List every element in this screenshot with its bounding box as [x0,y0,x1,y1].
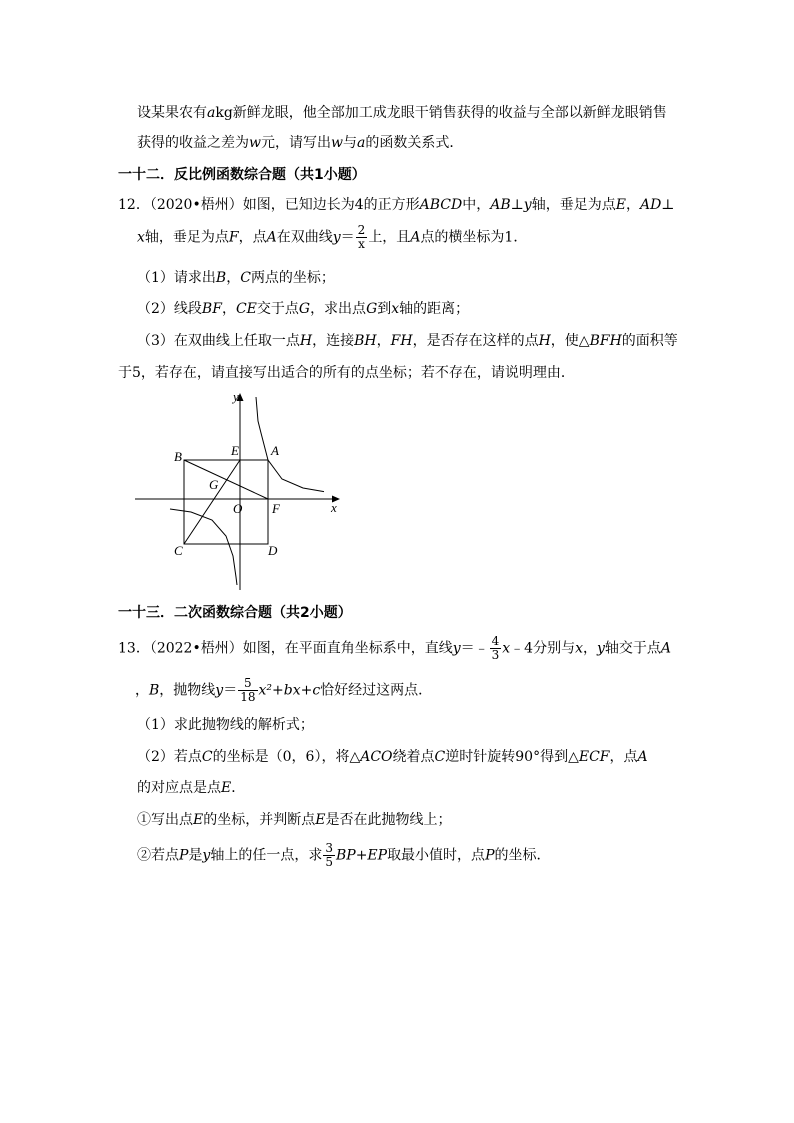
label-d: D [268,543,278,558]
label-f: F [272,501,280,516]
text: ，点 [238,229,267,246]
var: ABCD [419,197,463,213]
text: ，抛物线 [159,682,216,699]
text: ＝﹣ [460,640,489,657]
var-a: a [207,105,216,121]
var: ACO [360,749,393,765]
q13-part-2 [137,746,648,768]
text: 获得的收益之差为 [137,135,249,151]
var: F [228,229,239,246]
fraction [238,677,257,704]
square-abcd [184,460,268,544]
text: 轴交于点 [604,640,661,657]
text: 的面积等 [621,333,678,349]
text: （3）在双曲线上任取一点 [137,333,300,349]
var: H [538,333,551,349]
var-w: w [330,135,343,151]
text: 恰好经过这两点． [320,682,433,699]
text: ②若点 [137,847,179,864]
text: 两点的坐标； [250,270,335,286]
text: ，求出点 [310,301,367,317]
text: 轴，垂足为点 [531,197,616,213]
text: ， [376,333,391,349]
text: 元，请写出 [260,135,331,151]
numerator: 4 [491,634,500,648]
denominator: 18 [240,690,256,704]
fraction [490,635,502,662]
label-a: A [271,443,279,458]
text: ⊥ [510,197,524,213]
q13-sub-1 [137,809,451,831]
text: （2）线段 [137,301,202,317]
text: 的对应点是点 [137,780,221,796]
text: 在双曲线 [276,229,333,246]
var: A [660,640,672,657]
fraction [323,842,335,869]
var: C [201,749,213,765]
text: ， [135,682,149,699]
q13-part-2-cont [137,777,245,799]
denominator: x [358,237,365,251]
var: H [299,333,313,349]
var: BFH [589,333,622,349]
text: 的坐标是（0，6），将△ [212,749,361,765]
var: E [221,780,232,796]
var-a: a [356,135,366,151]
text: 取最小值时，点 [387,847,486,864]
q13-line-2 [135,677,432,704]
q12-part-3 [137,330,678,352]
text: kg新鲜龙眼，他全部加工成龙眼干销售获得的收益与全部以新鲜龙眼销售 [215,105,667,121]
var: y [523,197,532,213]
var: C [240,270,251,286]
section-heading-12: 一十二．反比例函数综合题（共1小题） [118,167,366,183]
text: 的坐标． [494,847,551,864]
var: x [502,640,511,657]
text: 的坐标，并判断点 [203,812,316,828]
var: AB [490,197,511,213]
label-c: C [174,543,183,558]
denominator: 3 [491,648,500,662]
text: 设某果农有 [137,105,207,121]
text: 与 [342,135,357,151]
hyperbola-branch-1 [256,397,324,492]
var: AD [639,197,662,213]
q12-part-2 [137,298,469,320]
q13-part-1: （1）求此抛物线的解析式； [137,717,314,733]
var: P [485,847,495,864]
text: 的函数关系式． [365,135,464,151]
var: y [202,847,211,864]
text: 交于点 [256,301,299,317]
var: B [149,682,160,699]
q11-line-2 [137,132,463,154]
text: 12．（2020•梧州）如图，已知边长为4的正方形 [118,197,420,213]
text: ， [583,640,597,657]
text: ， [221,301,236,317]
numerator: 2 [357,223,366,237]
var: y [597,640,605,657]
var: x [137,229,145,246]
text: 是否在此抛物线上； [325,812,452,828]
var: x [391,301,400,317]
var: y [332,229,341,246]
label-e: E [231,443,239,458]
q13-sub-2 [137,842,550,869]
text: 中， [462,197,491,213]
text: ，使△ [550,333,590,349]
text: ，连接 [312,333,355,349]
q12-part-3-cont: 于5，若存在，请直接写出适合的所有的点坐标；若不存在，请说明理由． [118,365,575,381]
text: ， [625,197,640,213]
text: ⊥ [661,197,675,213]
var: E [615,197,626,213]
text: 绕着点 [392,749,435,765]
numerator: 5 [238,677,257,691]
text: ． [231,780,246,796]
var: P [179,847,189,864]
var: FH [390,333,413,349]
q13-line-1 [118,635,671,662]
denominator: 5 [325,855,333,869]
label-x: x [331,500,337,515]
var: BF [201,301,222,317]
text: ①写出点 [137,812,193,828]
q12-line-1 [118,194,674,216]
text: 13．（2022•梧州）如图，在平面直角坐标系中，直线 [118,640,453,657]
text: 逆时针旋转90°得到△ [445,749,579,765]
text: ＝ [340,229,355,246]
var: BH [354,333,377,349]
var: C [434,749,446,765]
label-g: G [209,477,219,492]
expression: x²+bx+c [258,682,321,699]
fraction [356,224,368,251]
q12-line-2 [137,224,527,251]
var: B [215,270,227,286]
text: ， [226,270,241,286]
text: ＝ [223,682,238,699]
text: 轴上的任一点，求 [210,847,323,864]
var: E [193,812,204,828]
text: （2）若点 [137,749,202,765]
var: CE [235,301,257,317]
numerator: 3 [325,841,333,855]
var: E [315,812,326,828]
text: 到 [377,301,392,317]
var-w: w [249,135,261,151]
var: y [215,682,224,699]
var: ECF [578,749,610,765]
text: 轴，垂足为点 [144,229,229,246]
var: G [366,301,378,317]
label-y: y [233,389,239,404]
q12-part-1 [137,267,335,289]
text: 上，且 [368,229,411,246]
label-b: B [174,449,182,464]
section-heading-13: 一十三．二次函数综合题（共2小题） [118,605,352,621]
text: 是 [188,847,203,864]
var: A [637,749,648,765]
label-o: O [233,501,243,516]
text: （1）请求出 [137,270,216,286]
text: 轴的距离； [399,301,470,317]
coordinate-figure [130,385,350,595]
text: 点的横坐标为1． [420,229,528,246]
text: ﹣4分别与 [510,640,576,657]
var: x [575,640,583,657]
expression: BP+EP [335,847,388,864]
segment-bf [184,460,268,499]
q11-line-1 [137,102,667,124]
text: ，点 [609,749,638,765]
var: G [298,301,311,317]
var: A [410,229,421,246]
var: y [452,640,461,657]
text: ，是否存在这样的点 [412,333,539,349]
var: A [266,229,277,246]
